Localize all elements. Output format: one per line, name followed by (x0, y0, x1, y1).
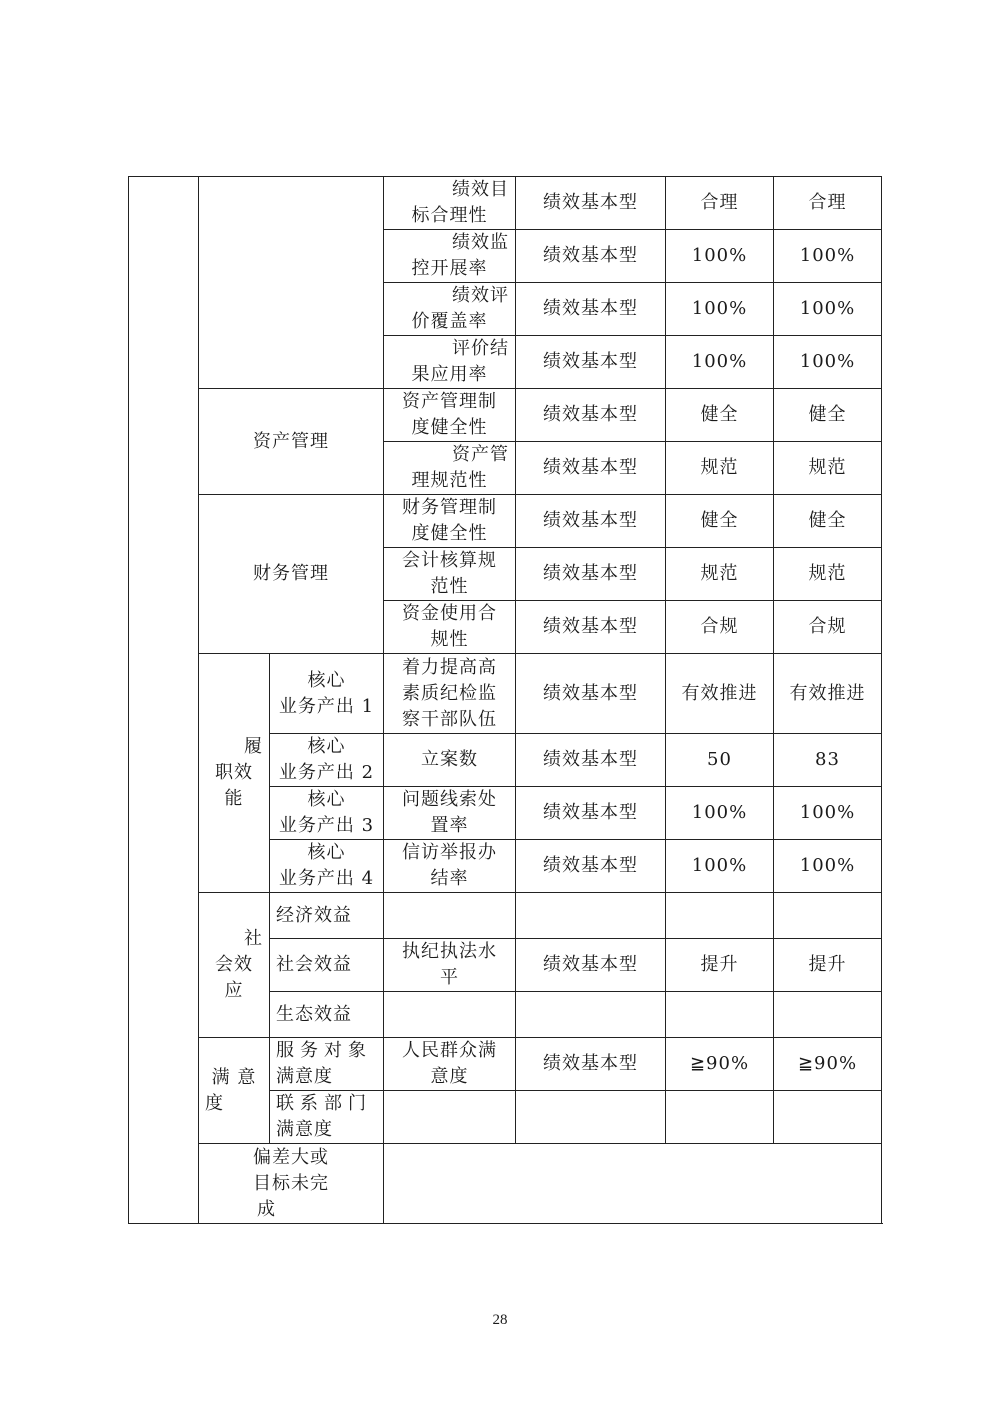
performance-indicator-table (128, 176, 882, 1224)
empty-cell (774, 893, 882, 939)
actual-value-cell: ≧90% (774, 1038, 882, 1091)
actual-value-cell: 100% (774, 230, 882, 283)
actual-value-cell: 合理 (774, 177, 882, 230)
indicator-type-cell: 绩效基本型 (516, 283, 666, 336)
indicator-type-cell: 绩效基本型 (516, 939, 666, 992)
ecological-benefit-cell: 生态效益 (270, 992, 384, 1038)
target-value-cell: 规范 (666, 442, 774, 495)
target-value-cell: 健全 (666, 495, 774, 548)
blank-first-column-cell (129, 177, 199, 1224)
empty-cell (384, 893, 516, 939)
deviation-label: 偏差大或 目标未完 成 (199, 1144, 384, 1224)
economic-benefit-cell: 经济效益 (270, 893, 384, 939)
empty-cell (666, 992, 774, 1038)
deviation-explanation-cell (384, 1144, 882, 1224)
empty-cell (516, 1091, 666, 1144)
indicator-cell: 绩效评 价覆盖率 (384, 283, 516, 336)
indicator-type-cell: 绩效基本型 (516, 840, 666, 893)
empty-cell (774, 1091, 882, 1144)
actual-value-cell: 83 (774, 734, 882, 787)
social-benefit-cell: 社会效益 (270, 939, 384, 992)
actual-value-cell: 有效推进 (774, 654, 882, 734)
indicator-cell: 问题线索处 置率 (384, 787, 516, 840)
service-target-satisfaction-cell: 服务对象 满意度 (270, 1038, 384, 1091)
liaison-dept-satisfaction-cell: 联系部门 满意度 (270, 1091, 384, 1144)
indicator-type-cell: 绩效基本型 (516, 495, 666, 548)
indicator-type-cell: 绩效基本型 (516, 1038, 666, 1091)
blank-category-cell (199, 177, 384, 389)
satisfaction-label: 满 意 度 (199, 1038, 270, 1144)
actual-value-cell: 100% (774, 336, 882, 389)
indicator-type-cell: 绩效基本型 (516, 230, 666, 283)
indicator-cell: 会计核算规 范性 (384, 548, 516, 601)
target-value-cell: 100% (666, 283, 774, 336)
empty-cell (384, 992, 516, 1038)
empty-cell (516, 992, 666, 1038)
table-row (129, 1038, 882, 1091)
page-number: 28 (492, 1312, 508, 1328)
table-row (129, 389, 882, 442)
indicator-cell: 财务管理制 度健全性 (384, 495, 516, 548)
empty-cell (774, 992, 882, 1038)
indicator-cell: 着力提高高 素质纪检监 察干部队伍 (384, 654, 516, 734)
actual-value-cell: 100% (774, 787, 882, 840)
target-value-cell: 100% (666, 840, 774, 893)
indicator-cell: 绩效目 标合理性 (384, 177, 516, 230)
performance-table-sheet (128, 176, 881, 1226)
duty-performance-label: 履 职效 能 (199, 654, 270, 893)
target-value-cell: 100% (666, 787, 774, 840)
social-effect-label: 社 会效 应 (199, 893, 270, 1038)
empty-cell (516, 893, 666, 939)
table-row (129, 177, 882, 230)
empty-cell (666, 893, 774, 939)
indicator-type-cell: 绩效基本型 (516, 336, 666, 389)
target-value-cell: 合理 (666, 177, 774, 230)
indicator-cell: 人民群众满 意度 (384, 1038, 516, 1091)
empty-cell (666, 1091, 774, 1144)
target-value-cell: 规范 (666, 548, 774, 601)
actual-value-cell: 100% (774, 840, 882, 893)
sub-category-cell: 核心 业务产出 2 (270, 734, 384, 787)
target-value-cell: 合规 (666, 601, 774, 654)
indicator-type-cell: 绩效基本型 (516, 787, 666, 840)
target-value-cell: 健全 (666, 389, 774, 442)
sub-category-cell: 核心 业务产出 4 (270, 840, 384, 893)
target-value-cell: 提升 (666, 939, 774, 992)
actual-value-cell: 规范 (774, 442, 882, 495)
table-row (129, 495, 882, 548)
indicator-cell: 绩效监 控开展率 (384, 230, 516, 283)
indicator-cell: 资产管 理规范性 (384, 442, 516, 495)
indicator-cell: 评价结 果应用率 (384, 336, 516, 389)
actual-value-cell: 规范 (774, 548, 882, 601)
indicator-cell: 资金使用合 规性 (384, 601, 516, 654)
actual-value-cell: 合规 (774, 601, 882, 654)
actual-value-cell: 健全 (774, 389, 882, 442)
indicator-cell: 立案数 (384, 734, 516, 787)
target-value-cell: 50 (666, 734, 774, 787)
indicator-cell: 资产管理制 度健全性 (384, 389, 516, 442)
actual-value-cell: 提升 (774, 939, 882, 992)
target-value-cell: 100% (666, 336, 774, 389)
actual-value-cell: 100% (774, 283, 882, 336)
table-row (129, 1144, 882, 1224)
indicator-cell: 信访举报办 结率 (384, 840, 516, 893)
sub-category-cell: 核心 业务产出 3 (270, 787, 384, 840)
target-value-cell: 有效推进 (666, 654, 774, 734)
indicator-type-cell: 绩效基本型 (516, 601, 666, 654)
indicator-type-cell: 绩效基本型 (516, 654, 666, 734)
empty-cell (384, 1091, 516, 1144)
indicator-type-cell: 绩效基本型 (516, 734, 666, 787)
table-row (129, 893, 882, 939)
actual-value-cell: 健全 (774, 495, 882, 548)
target-value-cell: ≧90% (666, 1038, 774, 1091)
table-row (129, 654, 882, 734)
indicator-cell: 执纪执法水 平 (384, 939, 516, 992)
finance-management-label: 财务管理 (199, 495, 384, 654)
indicator-type-cell: 绩效基本型 (516, 389, 666, 442)
asset-management-label: 资产管理 (199, 389, 384, 495)
indicator-type-cell: 绩效基本型 (516, 548, 666, 601)
indicator-type-cell: 绩效基本型 (516, 442, 666, 495)
target-value-cell: 100% (666, 230, 774, 283)
indicator-type-cell: 绩效基本型 (516, 177, 666, 230)
sub-category-cell: 核心 业务产出 1 (270, 654, 384, 734)
